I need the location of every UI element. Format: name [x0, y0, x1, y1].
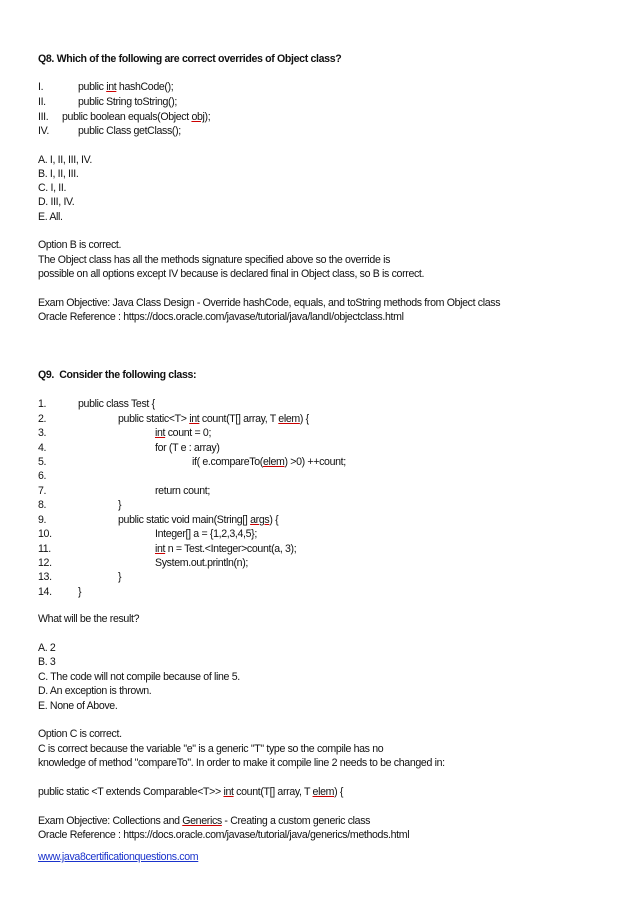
code-line-number: 5. [38, 456, 47, 468]
code-line [38, 514, 279, 527]
code-line-text: for (T e : array) [155, 442, 220, 454]
code-line-text: public static<T> int count(T[] array, T elem) { [118, 413, 309, 425]
code-line-text: Integer[] a = {1,2,3,4,5}; [155, 528, 257, 540]
code-line-number: 7. [38, 485, 47, 497]
code-line [38, 586, 82, 599]
q9-explanation-line1: C is correct because the variable "e" is a generic "T" type so the compile has no [38, 743, 384, 755]
code-line [38, 413, 309, 426]
code-line-number: 3. [38, 427, 47, 439]
q9-option-e: E. None of Above. [38, 700, 118, 712]
q8-explanation-line1: The Object class has all the methods signature specified above so the override is [38, 254, 391, 266]
code-line-text: } [78, 586, 82, 598]
code-line-number: 2. [38, 413, 47, 425]
code-line-text: int n = Test.<Integer>count(a, 3); [155, 543, 297, 555]
code-line-text: public static void main(String[] args) { [118, 514, 279, 526]
code-line-text: public class Test { [78, 398, 155, 410]
code-line [38, 398, 155, 411]
q8-item: III. public boolean equals(Object obj); [38, 111, 211, 123]
q9-option-a: A. 2 [38, 642, 56, 654]
q9-fix-line: public static <T extends Comparable<T>> int count(T[] array, T elem) { [38, 786, 344, 798]
code-line [38, 485, 210, 498]
q8-title: Q8. Which of the following are correct overrides of Object class? [38, 53, 342, 65]
q8-oracle-reference: Oracle Reference : https://docs.oracle.com/javase/tutorial/java/landI/objectclass.html [38, 311, 404, 323]
q9-explanation-line2: knowledge of method "compareTo". In order to make it compile line 2 needs to be changed in: [38, 757, 445, 769]
code-line-text: int count = 0; [155, 427, 212, 439]
code-line-text: return count; [155, 485, 210, 497]
code-line-number: 12. [38, 557, 52, 569]
q8-option-a: A. I, II, III, IV. [38, 154, 92, 166]
q9-answer: Option C is correct. [38, 728, 122, 740]
code-line-number: 14. [38, 586, 52, 598]
code-line-number: 8. [38, 499, 47, 511]
q9-exam-objective: Exam Objective: Collections and Generics - Creating a custom generic class [38, 815, 371, 827]
q8-explanation-line2: possible on all options except IV because is declared final in Object class, so B is correct. [38, 268, 425, 280]
code-line-number: 9. [38, 514, 47, 526]
q9-oracle-reference: Oracle Reference : https://docs.oracle.com/javase/tutorial/java/generics/methods.html [38, 829, 410, 841]
q8-item: I. public int hashCode(); [38, 81, 174, 93]
q8-exam-objective: Exam Objective: Java Class Design - Override hashCode, equals, and toString methods from Object class [38, 297, 501, 309]
q8-option-e: E. All. [38, 211, 63, 223]
code-line-number: 1. [38, 398, 47, 410]
code-line-number: 4. [38, 442, 47, 454]
code-line-number: 10. [38, 528, 52, 540]
q8-option-c: C. I, II. [38, 182, 67, 194]
code-line [38, 499, 122, 512]
q9-option-b: B. 3 [38, 656, 56, 668]
code-line [38, 528, 257, 541]
q8-option-b: B. I, II, III. [38, 168, 79, 180]
code-line-number: 13. [38, 571, 52, 583]
code-line-number: 11. [38, 543, 51, 555]
code-line-text: if( e.compareTo(elem) >0) ++count; [192, 456, 346, 468]
q8-option-d: D. III, IV. [38, 196, 75, 208]
code-line [38, 456, 346, 469]
q9-option-c: C. The code will not compile because of line 5. [38, 671, 240, 683]
footer-website-link[interactable]: www.java8certificationquestions.com [38, 851, 199, 863]
code-line-text: } [118, 499, 122, 511]
q8-item: II. public String toString(); [38, 96, 177, 108]
q8-answer: Option B is correct. [38, 239, 122, 251]
q9-question: What will be the result? [38, 613, 140, 625]
code-line [38, 557, 248, 570]
code-line [38, 470, 46, 483]
code-line [38, 571, 122, 584]
code-line [38, 442, 220, 455]
code-line-text: System.out.println(n); [155, 557, 248, 569]
q9-title: Q9. Consider the following class: [38, 369, 197, 381]
code-line-text: } [118, 571, 122, 583]
code-line [38, 427, 212, 440]
code-line-number: 6. [38, 470, 47, 482]
q9-option-d: D. An exception is thrown. [38, 685, 152, 697]
q8-item: IV. public Class getClass(); [38, 125, 181, 137]
code-line [38, 543, 297, 556]
